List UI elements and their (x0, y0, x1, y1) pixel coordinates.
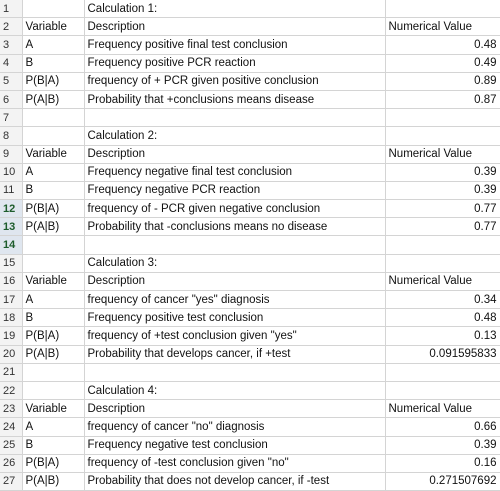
cell-description[interactable]: Description (84, 400, 385, 418)
table-row (0, 272, 500, 290)
cell-description[interactable]: Probability that +conclusions means disease (84, 90, 385, 108)
table-row (0, 36, 500, 54)
cell-value[interactable]: 0.48 (385, 309, 500, 327)
table-row (0, 454, 500, 472)
cell-value[interactable]: Numerical Value (385, 400, 500, 418)
row-header[interactable]: 3 (0, 36, 22, 54)
row-header[interactable]: 25 (0, 436, 22, 454)
cell-value[interactable]: 0.16 (385, 454, 500, 472)
cell-value[interactable]: 0.39 (385, 163, 500, 181)
table-row (0, 309, 500, 327)
table-row (0, 345, 500, 363)
cell-variable[interactable]: P(B|A) (22, 200, 84, 218)
cell-description[interactable]: Frequency positive final test conclusion (84, 36, 385, 54)
row-header[interactable]: 14 (0, 236, 22, 254)
table-row (0, 54, 500, 72)
table-row (0, 109, 500, 127)
row-header[interactable]: 8 (0, 127, 22, 145)
row-header[interactable]: 10 (0, 163, 22, 181)
cell-value[interactable]: 0.39 (385, 181, 500, 199)
table-row (0, 436, 500, 454)
cell-description[interactable] (84, 109, 385, 127)
row-header[interactable]: 27 (0, 472, 22, 490)
table-row (0, 163, 500, 181)
cell-description[interactable]: Probability that does not develop cancer, if -test (84, 472, 385, 490)
cell-description[interactable]: Probability that -conclusions means no disease (84, 218, 385, 236)
cell-value[interactable]: 0.77 (385, 218, 500, 236)
cell-description[interactable]: frequency of - PCR given negative conclusion (84, 200, 385, 218)
cell-description[interactable]: Calculation 3: (84, 254, 385, 272)
table-row (0, 127, 500, 145)
row-header[interactable]: 22 (0, 381, 22, 399)
table-row (0, 200, 500, 218)
row-header[interactable]: 5 (0, 72, 22, 90)
row-header[interactable]: 13 (0, 218, 22, 236)
row-header[interactable]: 17 (0, 291, 22, 309)
cell-description[interactable]: Calculation 2: (84, 127, 385, 145)
cell-description[interactable]: Description (84, 145, 385, 163)
table-row (0, 327, 500, 345)
cell-description[interactable]: frequency of cancer "yes" diagnosis (84, 291, 385, 309)
cell-description[interactable]: Probability that develops cancer, if +test (84, 345, 385, 363)
cell-description[interactable]: Frequency positive PCR reaction (84, 54, 385, 72)
table-row (0, 400, 500, 418)
cell-value[interactable]: Numerical Value (385, 18, 500, 36)
cell-variable[interactable]: B (22, 54, 84, 72)
cell-variable[interactable] (22, 254, 84, 272)
cell-value[interactable]: 0.39 (385, 436, 500, 454)
row-header[interactable]: 26 (0, 454, 22, 472)
cell-value[interactable] (385, 236, 500, 254)
table-row (0, 145, 500, 163)
row-header[interactable]: 1 (0, 0, 22, 18)
table-row (0, 418, 500, 436)
cell-variable[interactable]: Variable (22, 272, 84, 290)
cell-variable[interactable] (22, 109, 84, 127)
row-header[interactable]: 18 (0, 309, 22, 327)
row-header[interactable]: 4 (0, 54, 22, 72)
cell-variable[interactable]: A (22, 418, 84, 436)
cell-value[interactable]: 0.77 (385, 200, 500, 218)
row-header[interactable]: 24 (0, 418, 22, 436)
table-row (0, 363, 500, 381)
row-header[interactable]: 7 (0, 109, 22, 127)
cell-variable[interactable] (22, 0, 84, 18)
cell-value[interactable]: Numerical Value (385, 145, 500, 163)
cell-value[interactable] (385, 381, 500, 399)
cell-description[interactable]: Description (84, 272, 385, 290)
cell-description[interactable]: Frequency positive test conclusion (84, 309, 385, 327)
cell-value[interactable]: 0.66 (385, 418, 500, 436)
table-row (0, 90, 500, 108)
row-header[interactable]: 12 (0, 200, 22, 218)
cell-variable[interactable]: P(B|A) (22, 327, 84, 345)
table-row (0, 0, 500, 18)
row-header[interactable]: 2 (0, 18, 22, 36)
cell-description[interactable]: Frequency negative test conclusion (84, 436, 385, 454)
table-row (0, 72, 500, 90)
row-header[interactable]: 15 (0, 254, 22, 272)
row-header[interactable]: 9 (0, 145, 22, 163)
cell-variable[interactable] (22, 127, 84, 145)
cell-variable[interactable]: Variable (22, 400, 84, 418)
cell-value[interactable] (385, 363, 500, 381)
cell-value[interactable]: 0.49 (385, 54, 500, 72)
cell-description[interactable]: Calculation 4: (84, 381, 385, 399)
table-row (0, 381, 500, 399)
row-header[interactable]: 20 (0, 345, 22, 363)
cell-value[interactable]: 0.271507692 (385, 472, 500, 490)
cell-variable[interactable]: P(B|A) (22, 454, 84, 472)
cell-variable[interactable]: B (22, 436, 84, 454)
row-header[interactable]: 23 (0, 400, 22, 418)
table-row (0, 218, 500, 236)
cell-variable[interactable]: P(A|B) (22, 472, 84, 490)
cell-variable[interactable]: Variable (22, 145, 84, 163)
table-row (0, 236, 500, 254)
table-row (0, 18, 500, 36)
table-row (0, 254, 500, 272)
cell-variable[interactable]: B (22, 181, 84, 199)
cell-value[interactable]: Numerical Value (385, 272, 500, 290)
cell-description[interactable] (84, 236, 385, 254)
row-header[interactable]: 21 (0, 363, 22, 381)
row-header[interactable]: 19 (0, 327, 22, 345)
cell-variable[interactable] (22, 363, 84, 381)
cell-description[interactable]: frequency of cancer "no" diagnosis (84, 418, 385, 436)
cell-value[interactable]: 0.13 (385, 327, 500, 345)
cell-value[interactable]: 0.091595833 (385, 345, 500, 363)
cell-variable[interactable]: A (22, 36, 84, 54)
cell-description[interactable]: frequency of +test conclusion given "yes" (84, 327, 385, 345)
cell-description[interactable]: frequency of -test conclusion given "no" (84, 454, 385, 472)
cell-description[interactable] (84, 363, 385, 381)
cell-variable[interactable]: Variable (22, 18, 84, 36)
cell-description[interactable]: Frequency negative final test conclusion (84, 163, 385, 181)
table-row (0, 472, 500, 490)
cell-variable[interactable]: A (22, 291, 84, 309)
cell-description[interactable]: Frequency negative PCR reaction (84, 181, 385, 199)
row-header[interactable]: 6 (0, 90, 22, 108)
cell-variable[interactable]: P(A|B) (22, 345, 84, 363)
cell-variable[interactable]: P(A|B) (22, 218, 84, 236)
cell-variable[interactable] (22, 381, 84, 399)
cell-value[interactable] (385, 127, 500, 145)
row-header[interactable]: 16 (0, 272, 22, 290)
cell-description[interactable]: Description (84, 18, 385, 36)
cell-value[interactable] (385, 0, 500, 18)
cell-description[interactable]: frequency of + PCR given positive conclusion (84, 72, 385, 90)
table-row (0, 291, 500, 309)
cell-variable[interactable]: B (22, 309, 84, 327)
cell-variable[interactable]: P(B|A) (22, 72, 84, 90)
cell-variable[interactable] (22, 236, 84, 254)
table-row (0, 181, 500, 199)
cell-variable[interactable]: P(A|B) (22, 90, 84, 108)
row-header[interactable]: 11 (0, 181, 22, 199)
cell-value[interactable]: 0.48 (385, 36, 500, 54)
cell-value[interactable]: 0.89 (385, 72, 500, 90)
cell-variable[interactable]: A (22, 163, 84, 181)
cell-value[interactable] (385, 254, 500, 272)
cell-value[interactable]: 0.34 (385, 291, 500, 309)
cell-value[interactable] (385, 109, 500, 127)
cell-description[interactable]: Calculation 1: (84, 0, 385, 18)
cell-value[interactable]: 0.87 (385, 90, 500, 108)
